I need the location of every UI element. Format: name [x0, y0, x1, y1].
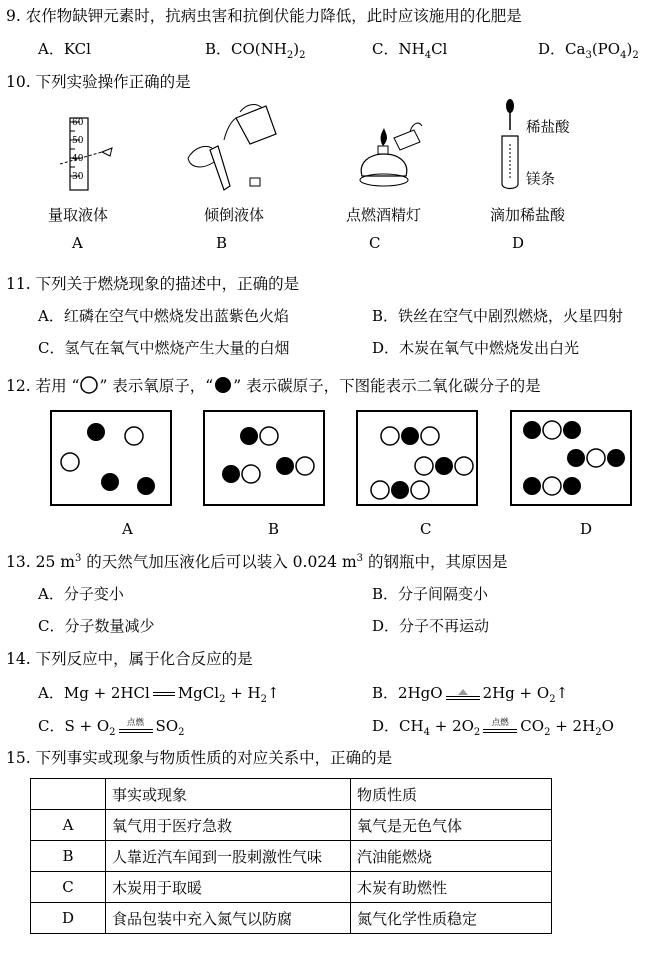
q15-table [30, 778, 552, 934]
q13-stem: 13. 25 $m^3$ 的天然气加压液化后可以装入 0.024 $m^3$ 的钢瓶中，其原因是 [6, 552, 508, 571]
q14-option-a: A．Mg + 2HCl MgCl$_2$ + $H_2↑$ [38, 684, 280, 705]
header-property: 物质性质 [351, 779, 552, 810]
q12-box-c [356, 410, 478, 506]
q14-option-b: B．2HgO $2Hg + O_2↑$ [372, 684, 569, 705]
q14-option-c: C．$S + O_2$ 点燃 $SO_2$ [38, 717, 185, 738]
q11-option-d: D．木炭在氧气中燃烧发出白光 [372, 339, 580, 357]
lamp-body [361, 154, 407, 176]
second-lamp [394, 130, 420, 150]
table-row: D 食品包装中充入氮气以防腐 氮气化学性质稳定 [31, 903, 552, 934]
dropper-bulb [506, 99, 514, 113]
q10-caption-a: 量取液体 [48, 206, 109, 224]
gas-arrow-icon: ↑ [267, 684, 280, 702]
oxygen-atom-icon [79, 376, 99, 394]
gas-arrow-icon-b: ↑ [555, 684, 569, 702]
q10-stem: 10. 下列实验操作正确的是 [6, 73, 191, 91]
q13-option-c: C．分子数量减少 [38, 617, 155, 635]
q10-letter-a: A [72, 234, 83, 252]
flame-icon [381, 128, 387, 146]
q10-letter-c: C [369, 234, 381, 252]
mg-label: 镁条 [526, 172, 555, 188]
q9-stem: 9. 农作物缺钾元素时，抗病虫害和抗倒伏能力降低，此时应该施用的化肥是 [6, 7, 522, 25]
table-row: C 木炭用于取暖 木炭有助燃性 [31, 872, 552, 903]
table-row: A 氧气用于医疗急救 氧气是无色气体 [31, 810, 552, 841]
q12-letter-c: C [420, 520, 432, 538]
q12-box-b [203, 410, 325, 506]
cylinder-tick-60: 60 [72, 118, 84, 128]
q9-option-b: B．$CO(NH_2)_2$ [205, 40, 306, 61]
table-header-row [31, 779, 552, 810]
q11-stem: 11. 下列关于燃烧现象的描述中，正确的是 [6, 275, 300, 293]
q14-stem: 14. 下列反应中，属于化合反应的是 [6, 650, 253, 668]
q11-option-b: B．铁丝在空气中剧烈燃烧，火星四射 [372, 307, 624, 325]
hand-icon [188, 146, 212, 158]
q15-stem: 15. 下列事实或现象与物质性质的对应关系中，正确的是 [6, 749, 393, 767]
q10-letter-b: B [216, 234, 228, 252]
cylinder-tick-30: 30 [72, 172, 84, 182]
q12-letter-d: D [580, 520, 593, 538]
table-row: B 人靠近汽车闻到一股刺激性气味 汽油能燃烧 [31, 841, 552, 872]
q12-letter-a: A [122, 520, 133, 538]
q9-option-c: C．$NH_4Cl$ [372, 40, 448, 61]
q10-caption-c: 点燃酒精灯 [346, 206, 422, 224]
bottle-stopper [250, 178, 260, 186]
q11-option-c: C．氢气在氧气中燃烧产生大量的白烟 [38, 339, 290, 357]
q11-option-a: A．红磷在空气中燃烧发出蓝紫色火焰 [38, 307, 289, 325]
graduated-cylinder-figure [40, 112, 130, 192]
q10-caption-b: 倾倒液体 [204, 206, 265, 224]
q12-letter-b: B [268, 520, 280, 538]
acid-label: 稀盐酸 [526, 120, 570, 136]
reagent-bottle [236, 106, 276, 144]
heat-triangle-icon [446, 687, 480, 701]
cylinder-tick-40: 40 [72, 154, 84, 164]
test-tube-d [502, 136, 518, 189]
q13-option-a: A．分子变小 [38, 585, 124, 603]
q9-option-d: D．$Ca_3(PO_4)_2$ [538, 40, 639, 61]
header-fact: 事实或现象 [106, 779, 351, 810]
alcohol-lamp-figure [348, 108, 428, 193]
q9-option-a: A．KCl [38, 40, 91, 58]
pouring-liquid-figure [180, 98, 280, 193]
q14-option-d: D．$CH_4 + 2O_2$ 点燃 $CO_2 + 2H_2O$ [372, 717, 614, 738]
test-tube [210, 146, 230, 190]
cylinder-tick-50: 50 [72, 136, 84, 146]
carbon-atom-icon [213, 376, 233, 394]
q10-caption-d: 滴加稀盐酸 [490, 206, 566, 224]
q13-option-b: B．分子间隔变小 [372, 585, 489, 603]
q12-stem: 12. 若用 “ ” 表示氧原子，“ ” 表示碳原子，下图能表示二氧化碳分子的是 [6, 377, 541, 395]
q10-letter-d: D [512, 234, 525, 252]
eye-icon [102, 148, 112, 156]
q12-box-d [510, 410, 632, 506]
q12-box-a [50, 410, 172, 506]
q13-option-d: D．分子不再运动 [372, 617, 490, 635]
